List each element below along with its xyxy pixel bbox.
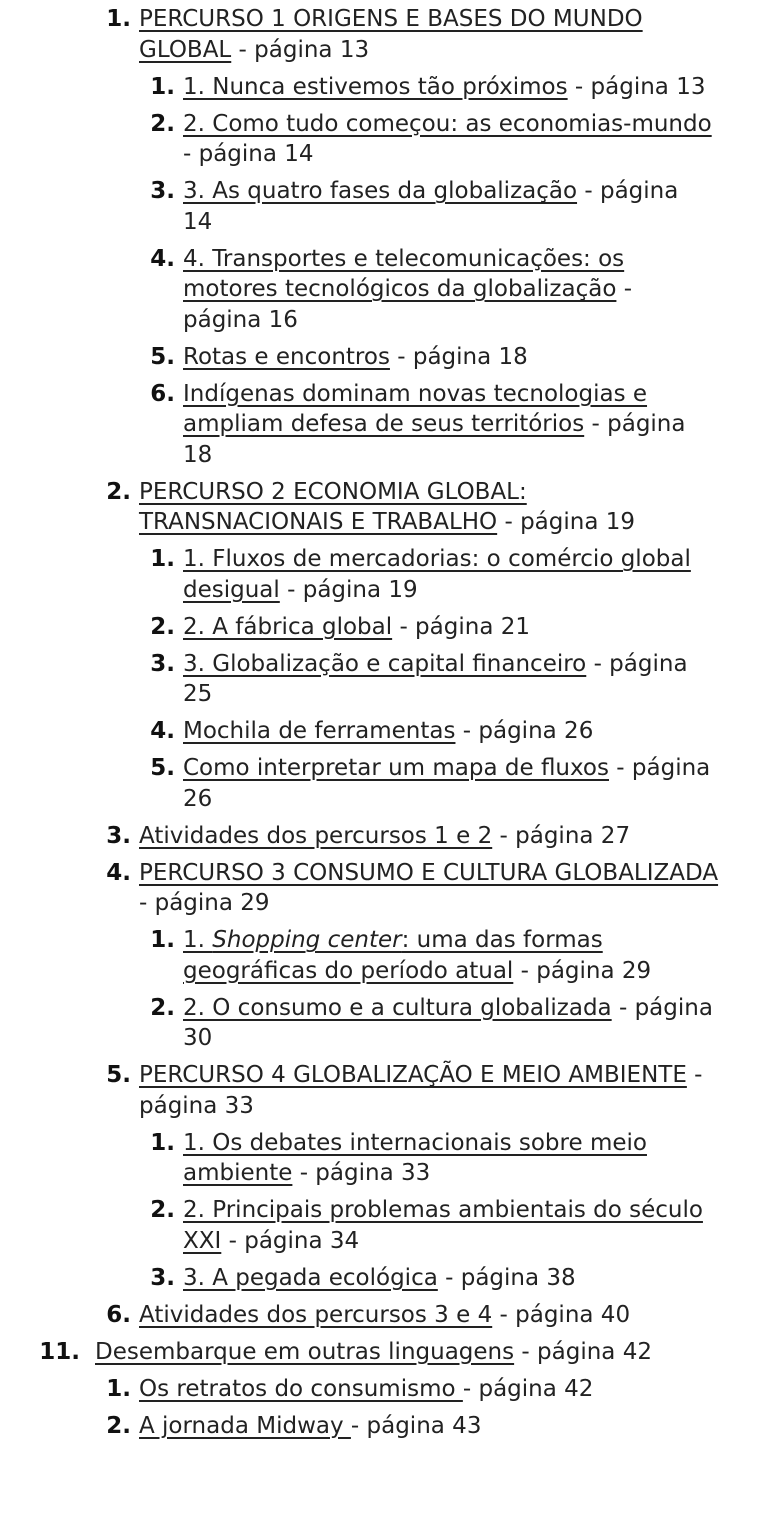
- toc-number: 2.: [150, 994, 175, 1021]
- toc-number: 2.: [150, 1197, 175, 1223]
- toc-page: - página 43: [350, 1412, 482, 1439]
- toc-subitem: [0, 1195, 774, 1256]
- toc-page: - página 14: [183, 178, 679, 235]
- toc-subitem: [0, 1263, 774, 1294]
- toc-number: 6.: [106, 1301, 131, 1328]
- toc-chapter: [0, 1337, 774, 1368]
- toc-number: 4.: [106, 859, 131, 886]
- toc-subitem: [0, 244, 774, 336]
- toc-link[interactable]: 4. Transportes e telecomunicações: os motores tecnológicos da globalização: [183, 245, 625, 302]
- toc-page: - página 19: [279, 576, 418, 603]
- toc-number: 2.: [150, 613, 175, 640]
- toc-page: - página 42: [462, 1375, 594, 1402]
- toc-item: [0, 1374, 774, 1405]
- toc-number: 2.: [106, 478, 131, 505]
- toc-link[interactable]: 2. Como tudo começou: as economias-mundo: [183, 110, 712, 137]
- toc-page: - página 16: [183, 276, 633, 333]
- toc-number: 5.: [150, 755, 175, 781]
- toc-link[interactable]: 2. O consumo e a cultura globalizada: [183, 994, 612, 1021]
- toc-page: - página 34: [221, 1227, 360, 1254]
- toc-subitem: [0, 544, 774, 605]
- toc-link[interactable]: Atividades dos percursos 3 e 4: [139, 1301, 493, 1328]
- toc-number: 1.: [106, 6, 131, 32]
- toc-page: - página 18: [389, 343, 528, 370]
- toc-item: [0, 4, 774, 65]
- toc-number: 3.: [150, 1264, 175, 1291]
- toc-subitem: [0, 649, 774, 710]
- toc-link[interactable]: PERCURSO 3 CONSUMO E CULTURA GLOBALIZADA: [139, 859, 719, 886]
- toc-number: 2.: [106, 1412, 131, 1439]
- toc-link[interactable]: 2. Principais problemas ambientais do século XXI: [183, 1197, 703, 1254]
- toc-page: - página 27: [492, 822, 631, 849]
- toc-subitem: [0, 379, 774, 471]
- toc-link[interactable]: 1. Fluxos de mercadorias: o comércio global desigual: [183, 546, 691, 603]
- toc-number: 1.: [106, 1375, 131, 1402]
- toc-page: - página 40: [492, 1301, 631, 1328]
- toc-link[interactable]: Os retratos do consumismo: [139, 1375, 463, 1402]
- toc-link[interactable]: PERCURSO 2 ECONOMIA GLOBAL: TRANSNACIONAIS E TRABALHO: [139, 478, 527, 535]
- toc-link[interactable]: Mochila de ferramentas: [183, 718, 456, 744]
- toc-subitem: [0, 342, 774, 373]
- toc-number: 3.: [150, 650, 175, 677]
- toc-number: 1.: [150, 73, 175, 100]
- toc-subitem: [0, 109, 774, 170]
- toc-item: [0, 858, 774, 919]
- toc-page: - página 18: [183, 411, 686, 468]
- toc-page: - página 13: [231, 36, 370, 63]
- toc-page: - página 26: [455, 718, 594, 744]
- toc-subitem: [0, 993, 774, 1054]
- toc-link[interactable]: 3. As quatro fases da globalização: [183, 178, 578, 204]
- toc-number: 3.: [106, 822, 131, 849]
- toc-link[interactable]: PERCURSO 1 ORIGENS E BASES DO MUNDO GLOBAL: [139, 6, 643, 63]
- toc-subitem: [0, 1128, 774, 1189]
- toc-number: 11.: [39, 1338, 80, 1365]
- toc-subitem: [0, 612, 774, 643]
- toc-item: [0, 477, 774, 538]
- toc-link-prefix: 1.: [183, 927, 213, 953]
- toc-link[interactable]: Indígenas dominam novas tecnologias e ampliam defesa de seus territórios: [183, 380, 648, 437]
- toc-number: 5.: [150, 343, 175, 370]
- toc-link[interactable]: Atividades dos percursos 1 e 2: [139, 822, 493, 849]
- toc-number: 2.: [150, 110, 175, 137]
- toc-number: 3.: [150, 178, 175, 204]
- toc-item: [0, 821, 774, 852]
- toc-link-rest: : uma das formas geográficas do período atual: [183, 927, 603, 984]
- toc-page: - página 26: [183, 755, 711, 812]
- toc-page: - página 29: [513, 957, 652, 984]
- toc-item: [0, 1060, 774, 1121]
- toc-number: 1.: [150, 927, 175, 953]
- toc-link[interactable]: Rotas e encontros: [183, 343, 390, 370]
- toc-link[interactable]: 3. A pegada ecológica: [183, 1264, 438, 1291]
- toc-subitem: [0, 176, 774, 237]
- toc-page: - página 38: [437, 1264, 576, 1291]
- toc-number: 5.: [106, 1062, 131, 1088]
- toc-link[interactable]: Desembarque em outras linguagens: [95, 1338, 515, 1365]
- toc-link[interactable]: 2. A fábrica global: [183, 613, 393, 640]
- toc-subitem: [0, 925, 774, 986]
- toc-page: - página 33: [292, 1160, 431, 1186]
- toc-link[interactable]: PERCURSO 4 GLOBALIZAÇÃO E MEIO AMBIENTE: [139, 1062, 687, 1088]
- toc-link[interactable]: 3. Globalização e capital financeiro: [183, 650, 587, 677]
- toc-page: - página 25: [183, 650, 688, 707]
- toc-page: - página 19: [497, 509, 636, 535]
- toc-page: - página 30: [183, 994, 713, 1051]
- toc-link[interactable]: A jornada Midway: [139, 1412, 351, 1439]
- toc-link[interactable]: 1. Nunca estivemos tão próximos: [183, 73, 568, 100]
- toc-number: 1.: [150, 546, 175, 572]
- toc-item: [0, 1411, 774, 1442]
- table-of-contents: [0, 4, 774, 1448]
- toc-link[interactable]: Como interpretar um mapa de fluxos: [183, 755, 609, 781]
- toc-page: - página 21: [392, 613, 530, 640]
- toc-subitem: [0, 753, 774, 814]
- toc-subitem: [0, 716, 774, 747]
- toc-number: 1.: [150, 1129, 175, 1156]
- toc-page: - página 13: [567, 73, 706, 100]
- toc-link-italic: Shopping center: [212, 927, 402, 953]
- toc-subitem: [0, 72, 774, 103]
- toc-page: - página 33: [139, 1062, 703, 1119]
- toc-number: 6.: [150, 380, 175, 407]
- toc-page: - página 29: [139, 890, 270, 916]
- toc-number: 4.: [150, 718, 175, 744]
- toc-item: [0, 1300, 774, 1331]
- toc-number: 4.: [150, 245, 175, 272]
- toc-link[interactable]: 1. Os debates internacionais sobre meio ambiente: [183, 1129, 647, 1186]
- toc-page: - página 14: [183, 141, 314, 167]
- toc-page: - página 42: [514, 1338, 652, 1365]
